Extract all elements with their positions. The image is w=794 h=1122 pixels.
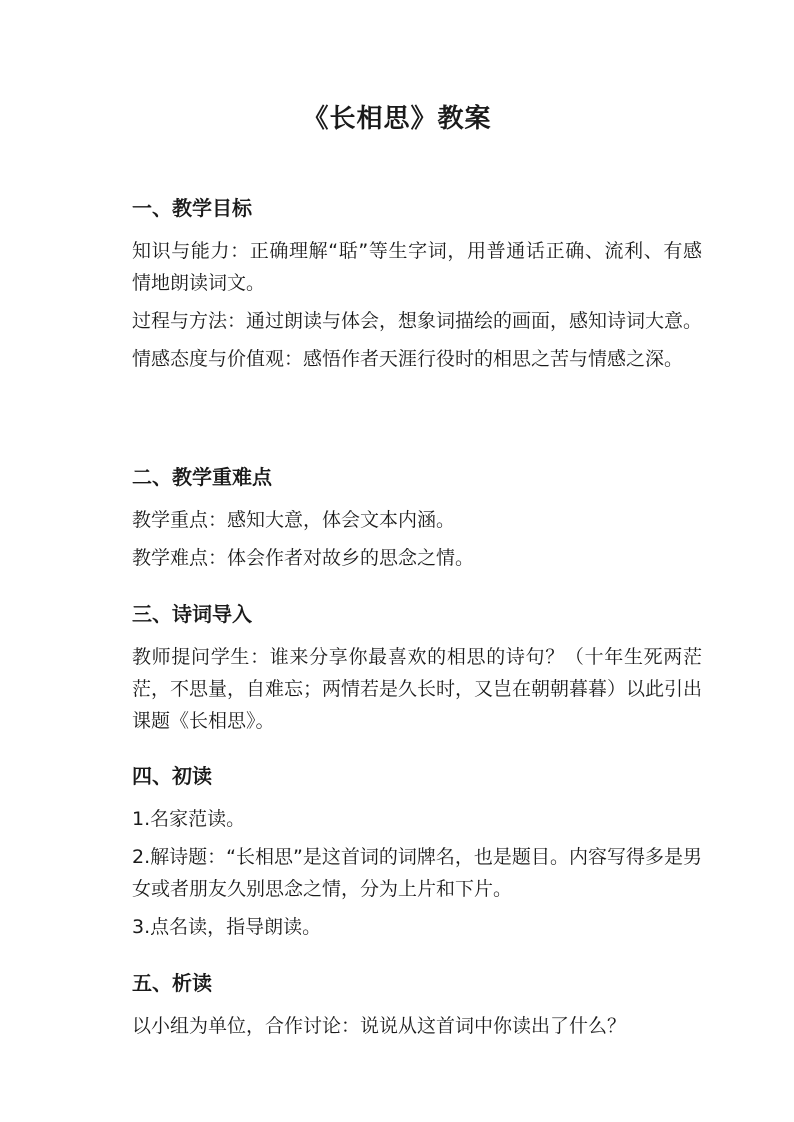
paragraph: 2.解诗题：“长相思”是这首词的词牌名，也是题目。内容写得多是男女或者朋友久别思念之情，分为上片和下片。	[132, 846, 702, 900]
paragraph: 3.点名读，指导朗读。	[132, 916, 322, 938]
paragraph: 情感态度与价值观：感悟作者天涯行役时的相思之苦与情感之深。	[132, 348, 684, 370]
section-heading: 三、诗词导入	[132, 602, 252, 626]
section-first-reading	[132, 761, 702, 949]
section-poem-introduction	[132, 599, 702, 743]
section-analysis-reading	[132, 968, 702, 1048]
document-title: 《长相思》教案	[302, 104, 492, 134]
section-teaching-goals	[132, 193, 702, 381]
paragraph: 教学重点：感知大意，体会文本内涵。	[132, 509, 456, 531]
paragraph: 过程与方法：通过朗读与体会，想象词描绘的画面，感知诗词大意。	[132, 310, 703, 332]
page-cutoff-mask	[0, 1045, 794, 1122]
paragraph: 1.名家范读。	[132, 808, 246, 830]
paragraph: 教学难点：体会作者对故乡的思念之情。	[132, 547, 475, 569]
paragraph: 教师提问学生：谁来分享你最喜欢的相思的诗句？（十年生死两茫茫，不思量，自难忘；两情若是久长时，又岂在朝朝暮暮）以此引出课题《长相思》。	[132, 646, 703, 732]
section-heading: 五、析读	[132, 971, 212, 995]
paragraph: 以小组为单位，合作讨论：说说从这首词中你读出了什么？	[132, 1015, 627, 1037]
section-heading: 四、初读	[132, 764, 212, 788]
section-heading: 二、教学重难点	[132, 465, 272, 489]
paragraph: 知识与能力：正确理解“聒”等生字词，用普通话正确、流利、有感情地朗读词文。	[132, 240, 702, 294]
section-key-difficulties	[132, 462, 702, 580]
section-heading: 一、教学目标	[132, 196, 252, 220]
